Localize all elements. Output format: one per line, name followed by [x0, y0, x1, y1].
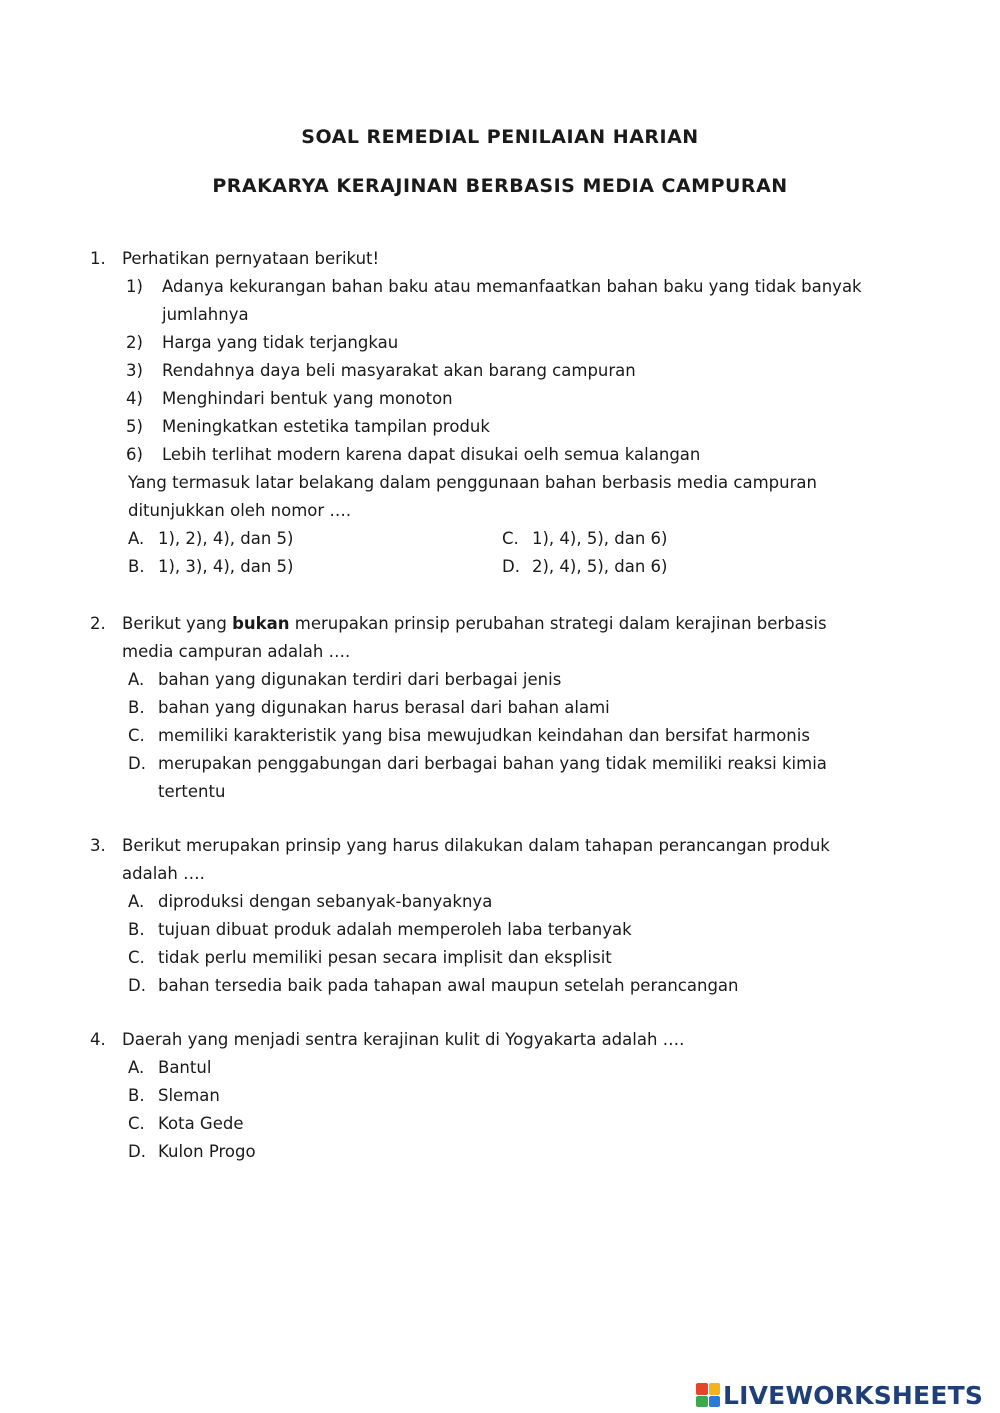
logo-square — [696, 1396, 708, 1408]
option-label: B. — [128, 557, 145, 576]
page-subtitle: PRAKARYA KERAJINAN BERBASIS MEDIA CAMPURAN — [212, 175, 788, 197]
option-a[interactable] — [122, 1054, 870, 1082]
statement-label: 5) — [126, 417, 143, 436]
option-label: D. — [128, 976, 146, 995]
option-c[interactable] — [122, 1110, 870, 1138]
question-number: 1. — [90, 249, 106, 268]
question-4 — [90, 1026, 870, 1166]
option-label: A. — [128, 1058, 145, 1077]
logo-square — [696, 1383, 708, 1395]
option-d[interactable] — [122, 972, 870, 1000]
option-text: bahan yang digunakan terdiri dari berbagai jenis — [158, 670, 562, 689]
option-c[interactable] — [496, 525, 870, 553]
option-b[interactable] — [122, 1082, 870, 1110]
liveworksheets-logo — [696, 1378, 983, 1412]
option-label: C. — [128, 1114, 145, 1133]
option-label: A. — [128, 670, 145, 689]
option-text: Sleman — [158, 1086, 220, 1105]
option-c[interactable] — [122, 722, 870, 750]
question-prompt: Daerah yang menjadi sentra kerajinan kulit di Yogyakarta adalah …. — [122, 1030, 685, 1049]
liveworksheets-logo-icon — [696, 1383, 720, 1407]
statement-label: 1) — [126, 277, 143, 296]
option-d[interactable] — [122, 1138, 870, 1166]
logo-square — [709, 1396, 721, 1408]
question-number: 2. — [90, 614, 106, 633]
question-3 — [90, 832, 870, 1000]
question-2 — [90, 610, 870, 806]
statement-text: Adanya kekurangan bahan baku atau memanfaatkan bahan baku yang tidak banyak jumlahnya — [162, 277, 862, 324]
option-label: C. — [502, 529, 519, 548]
statement-label: 6) — [126, 445, 143, 464]
option-d[interactable] — [122, 750, 870, 806]
option-text: bahan tersedia baik pada tahapan awal maupun setelah perancangan — [158, 976, 739, 995]
option-text: merupakan penggabungan dari berbagai bahan yang tidak memiliki reaksi kimia tertentu — [158, 754, 827, 801]
logo-square — [709, 1383, 721, 1395]
prompt-text: Berikut yang — [122, 614, 233, 633]
question-number: 3. — [90, 836, 106, 855]
option-label: A. — [128, 529, 145, 548]
statement-item — [126, 385, 870, 413]
option-label: C. — [128, 726, 145, 745]
logo-text: LIVEWORKSHEETS — [723, 1380, 984, 1410]
options-grid — [122, 525, 870, 581]
option-text: bahan yang digunakan harus berasal dari bahan alami — [158, 698, 610, 717]
statement-item — [126, 441, 870, 469]
statement-label: 2) — [126, 333, 143, 352]
option-text: Kota Gede — [158, 1114, 244, 1133]
option-text: 1), 4), 5), dan 6) — [532, 529, 668, 548]
option-b[interactable] — [122, 694, 870, 722]
statement-text: Menghindari bentuk yang monoton — [162, 389, 453, 408]
question-1 — [90, 245, 870, 581]
option-b[interactable] — [122, 553, 496, 581]
option-a[interactable] — [122, 666, 870, 694]
option-label: D. — [502, 557, 520, 576]
statement-item — [126, 329, 870, 357]
question-text: Yang termasuk latar belakang dalam penggunaan bahan berbasis media campuran ditunjukkan oleh nomor …. — [128, 473, 817, 520]
prompt-text: merupakan prinsip perubahan strategi dalam kerajinan berbasis media campuran adalah …. — [122, 614, 827, 661]
statement-text: Lebih terlihat modern karena dapat disukai oelh semua kalangan — [162, 445, 701, 464]
option-text: Bantul — [158, 1058, 212, 1077]
question-prompt: Perhatikan pernyataan berikut! — [122, 249, 380, 268]
prompt-emphasis: bukan — [232, 614, 290, 633]
statement-item — [126, 273, 870, 329]
question-prompt — [122, 610, 870, 666]
option-label: A. — [128, 892, 145, 911]
option-text: diproduksi dengan sebanyak-banyaknya — [158, 892, 493, 911]
option-text: 2), 4), 5), dan 6) — [532, 557, 668, 576]
statement-item — [126, 413, 870, 441]
option-text: 1), 2), 4), dan 5) — [158, 529, 294, 548]
option-text: tujuan dibuat produk adalah memperoleh laba terbanyak — [158, 920, 632, 939]
option-text: 1), 3), 4), dan 5) — [158, 557, 294, 576]
option-c[interactable] — [122, 944, 870, 972]
question-prompt: Berikut merupakan prinsip yang harus dilakukan dalam tahapan perancangan produk adalah …. — [122, 836, 830, 883]
page-title: SOAL REMEDIAL PENILAIAN HARIAN — [301, 126, 699, 148]
statement-text: Rendahnya daya beli masyarakat akan barang campuran — [162, 361, 636, 380]
question-number: 4. — [90, 1030, 106, 1049]
statement-item — [126, 357, 870, 385]
option-label: B. — [128, 920, 145, 939]
statement-text: Harga yang tidak terjangkau — [162, 333, 399, 352]
option-a[interactable] — [122, 525, 496, 553]
option-text: memiliki karakteristik yang bisa mewujudkan keindahan dan bersifat harmonis — [158, 726, 810, 745]
statement-label: 4) — [126, 389, 143, 408]
option-a[interactable] — [122, 888, 870, 916]
option-b[interactable] — [122, 916, 870, 944]
statement-label: 3) — [126, 361, 143, 380]
option-text: tidak perlu memiliki pesan secara implisit dan eksplisit — [158, 948, 612, 967]
option-label: C. — [128, 948, 145, 967]
option-text: Kulon Progo — [158, 1142, 256, 1161]
option-label: B. — [128, 1086, 145, 1105]
option-label: D. — [128, 754, 146, 773]
option-d[interactable] — [496, 553, 870, 581]
statement-text: Meningkatkan estetika tampilan produk — [162, 417, 490, 436]
option-label: D. — [128, 1142, 146, 1161]
option-label: B. — [128, 698, 145, 717]
